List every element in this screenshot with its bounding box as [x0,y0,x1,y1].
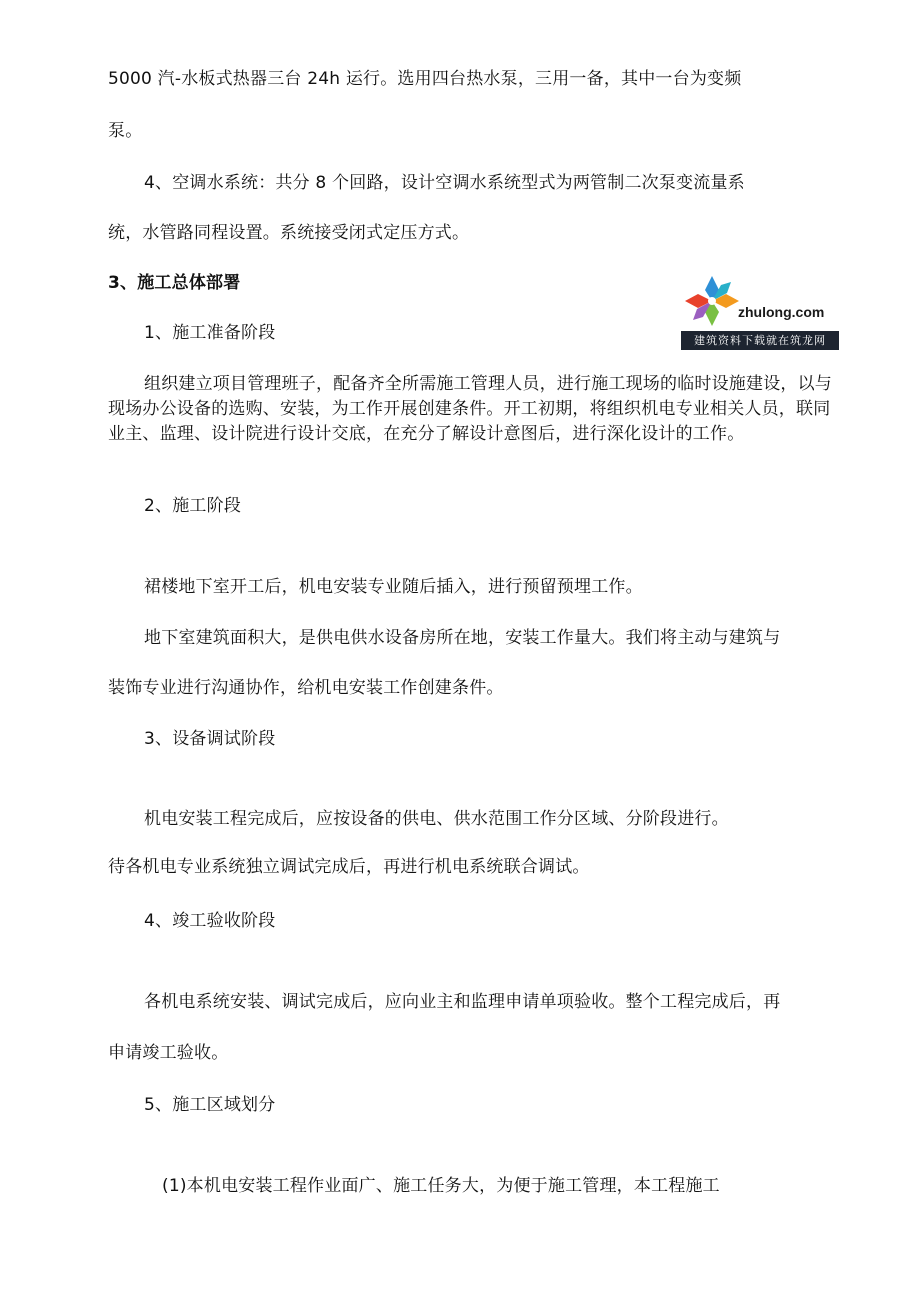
stage-1-body: 组织建立项目管理班子，配备齐全所需施工管理人员，进行施工现场的临时设施建设，以与现场办公设备的选购、安装，为工作开展创建条件。开工初期，将组织机电专业相关人员，联同业主、监理、设计院进行设计交底，在充分了解设计意图后，进行深化设计的工作。 [108,374,832,444]
text-line: 5000 汽-水板式热器三台 24h 运行。选用四台热水泵，三用一备，其中一台为变频 [108,69,742,89]
stage-4-title: 4、竣工验收阶段 [144,911,276,931]
stage-3-title: 3、设备调试阶段 [144,729,276,749]
stage-4-body: 申请竣工验收。 [108,1043,229,1063]
stage-2-body: 裙楼地下室开工后，机电安装专业随后插入，进行预留预埋工作。 [144,577,643,597]
stage-1-title: 1、施工准备阶段 [144,323,276,343]
section-heading: 3、施工总体部署 [108,273,241,293]
stage-2-body: 地下室建筑面积大，是供电供水设备房所在地，安装工作量大。我们将主动与建筑与 [144,628,781,648]
watermark-site: zhulong.com [738,304,825,320]
text-line: 泵。 [108,121,143,141]
stage-5-title: 5、施工区域划分 [144,1095,276,1115]
list-item-4: 4、空调水系统：共分 8 个回路，设计空调水系统型式为两管制二次泵变流量系 [144,173,745,193]
stage-3-body: 机电安装工程完成后，应按设备的供电、供水范围工作分区域、分阶段进行。 [144,809,729,829]
list-item-4-continued: 统，水管路同程设置。系统接受闭式定压方式。 [108,223,470,243]
zhulong-logo-icon [683,274,741,328]
zhulong-watermark [681,274,839,352]
stage-5-body: (1)本机电安装工程作业面广、施工任务大，为便于施工管理，本工程施工 [162,1176,720,1196]
stage-3-body: 待各机电专业系统独立调试完成后，再进行机电系统联合调试。 [108,857,590,877]
watermark-banner: 建筑资料下载就在筑龙网 [681,331,839,350]
stage-2-body: 装饰专业进行沟通协作，给机电安装工作创建条件。 [108,678,504,698]
stage-4-body: 各机电系统安装、调试完成后，应向业主和监理申请单项验收。整个工程完成后，再 [144,992,781,1012]
stage-2-title: 2、施工阶段 [144,496,242,516]
